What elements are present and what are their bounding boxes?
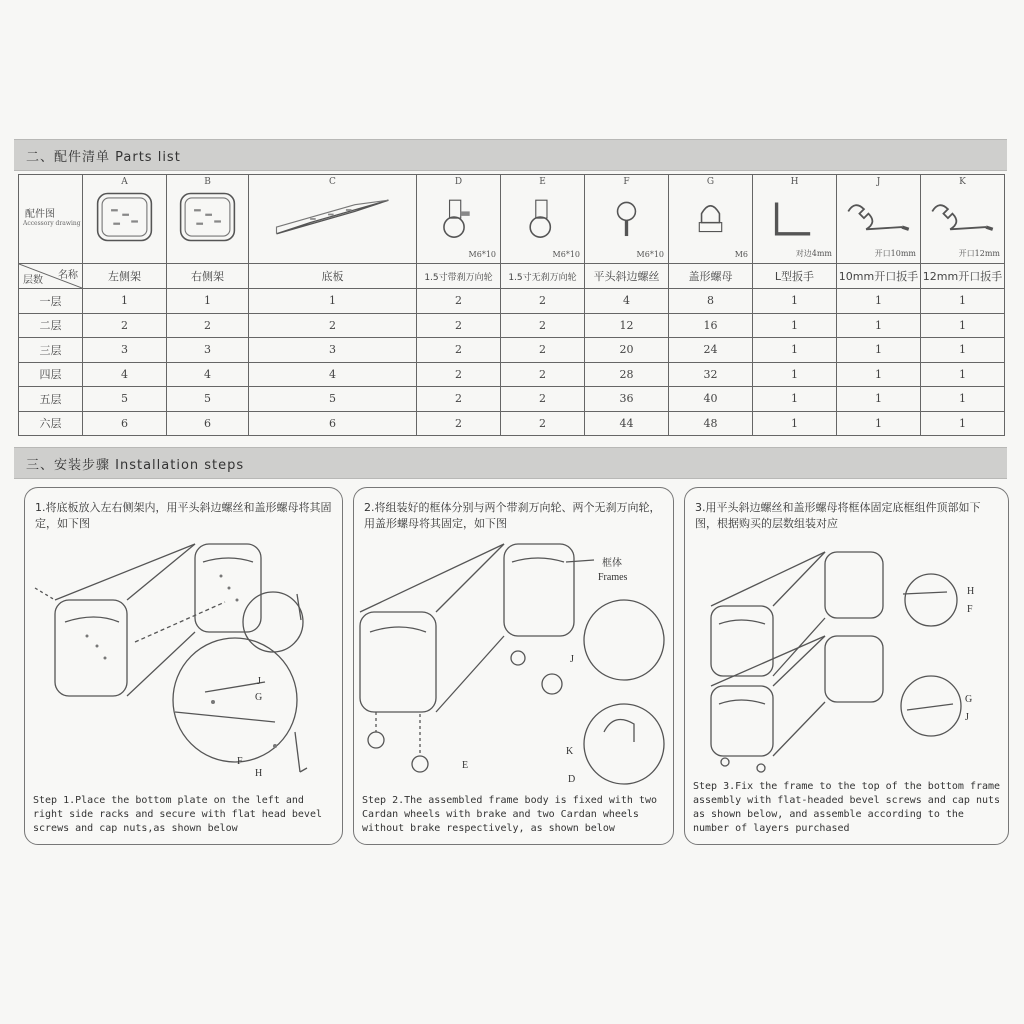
quantity-cell: 2 [501,313,585,338]
layer-label: 六层 [19,411,83,436]
table-row [19,411,1005,436]
quantity-cell: 1 [921,289,1005,314]
quantity-cell: 1 [921,411,1005,436]
parts-list-header [14,139,1007,171]
label-g: G [255,692,263,703]
caster-wheel-icon [501,189,584,245]
part-image-cell [501,175,585,264]
part-name: 1.5寸带刹万向轮 [417,264,501,289]
part-name: 10mm开口扳手 [837,264,921,289]
step-2-instructions-cn: 2.将组装好的框体分别与两个带刹万向轮、两个无刹万向轮，用盖形螺母将其固定，如下图 [364,501,661,530]
part-image-cell [585,175,669,264]
quantity-cell: 1 [753,313,837,338]
table-row [19,387,1005,412]
quantity-cell: 2 [417,387,501,412]
quantity-cell: 1 [167,289,249,314]
parts-list-title: 二、配件清单 Parts list [26,150,181,165]
quantity-cell: 1 [753,362,837,387]
layer-label: 五层 [19,387,83,412]
part-letter: K [959,177,966,187]
quantity-cell: 2 [167,313,249,338]
quantity-cell: 6 [83,411,167,436]
quantity-cell: 2 [417,411,501,436]
quantity-cell: 1 [921,362,1005,387]
quantity-cell: 1 [837,387,921,412]
part-letter: F [623,177,630,187]
quantity-cell: 44 [585,411,669,436]
quantity-cell: 4 [83,362,167,387]
part-letter: J [876,177,881,187]
flat-screw-icon [585,189,668,245]
label-frame-cn: 框体 [602,558,622,569]
part-name: 左侧架 [83,264,167,289]
quantity-cell: 2 [501,338,585,363]
part-spec: 开口10mm [874,249,916,258]
part-letter: H [790,177,799,187]
layer-label: 四层 [19,362,83,387]
quantity-cell: 12 [585,313,669,338]
label-d: D [568,774,576,785]
quantity-cell: 1 [921,338,1005,363]
quantity-cell: 40 [669,387,753,412]
table-row [19,289,1005,314]
quantity-cell: 2 [501,362,585,387]
part-image-cell [837,175,921,264]
quantity-cell: 1 [753,289,837,314]
step-1-instructions-cn: 1.将底板放入左右侧架内，用平头斜边螺丝和盖形螺母将其固定，如下图 [35,501,332,530]
l-wrench-icon [753,189,836,245]
label-f: F [237,756,243,767]
quantity-cell: 6 [167,411,249,436]
quantity-cell: 1 [921,313,1005,338]
parts-table [18,174,1005,436]
part-name: 底板 [249,264,417,289]
part-spec: M6 [734,250,748,259]
quantity-cell: 3 [249,338,417,363]
part-image-cell [167,175,249,264]
quantity-cell: 4 [167,362,249,387]
quantity-cell: 2 [417,338,501,363]
quantity-cell: 1 [837,338,921,363]
part-letter: A [121,177,128,187]
quantity-cell: 1 [753,411,837,436]
accessory-header-cell [19,175,83,264]
quantity-cell: 1 [753,338,837,363]
layer-label: 二层 [19,313,83,338]
part-spec: M6*10 [468,250,496,259]
quantity-cell: 1 [753,387,837,412]
step-3-illustration [685,532,1008,790]
part-image-cell [83,175,167,264]
quantity-cell: 24 [669,338,753,363]
label-j: J [965,712,969,723]
part-image-cell [417,175,501,264]
step-3-instructions-cn: 3.用平头斜边螺丝和盖形螺母将框体固定底框组件顶部如下图，根据购买的层数组装对应 [695,501,981,530]
installation-steps-header [14,447,1007,479]
quantity-cell: 28 [585,362,669,387]
name-layer-header-cell [19,264,83,289]
quantity-cell: 3 [83,338,167,363]
quantity-cell: 5 [83,387,167,412]
part-letter: G [706,177,715,187]
step-1-panel [24,487,343,845]
quantity-cell: 4 [585,289,669,314]
label-f: F [967,604,973,615]
step-2-panel [353,487,674,845]
step-3-instructions-en: Step 3.Fix the frame to the top of the bottom frame assembly with flat-headed bevel screws and cap nuts as shown below, and assemble according to the number of layers purchased [693,781,1001,834]
label-j: J [570,654,574,665]
quantity-cell: 2 [501,411,585,436]
quantity-cell: 36 [585,387,669,412]
part-image-cell [249,175,417,264]
quantity-cell: 2 [83,313,167,338]
part-name-row [19,264,1005,289]
part-name: L型扳手 [753,264,837,289]
part-image-cell [753,175,837,264]
part-letter: D [454,177,463,187]
side-rack-icon [167,189,248,245]
part-letter: E [539,177,546,187]
table-row [19,338,1005,363]
quantity-cell: 8 [669,289,753,314]
open-wrench-icon [921,189,1004,245]
quantity-cell: 1 [837,362,921,387]
side-rack-icon [83,189,166,245]
quantity-cell: 1 [83,289,167,314]
part-name: 12mm开口扳手 [921,264,1005,289]
installation-steps-title: 三、安装步骤 Installation steps [26,458,245,473]
label-j: J [257,676,261,687]
open-wrench-icon [837,189,920,245]
quantity-cell: 3 [167,338,249,363]
part-name: 平头斜边螺丝 [585,264,669,289]
label-h: H [967,586,975,597]
part-image-cell [921,175,1005,264]
quantity-cell: 20 [585,338,669,363]
quantity-cell: 4 [249,362,417,387]
part-spec: M6*10 [552,250,580,259]
quantity-cell: 32 [669,362,753,387]
step-2-instructions-en: Step 2.The assembled frame body is fixed with two Cardan wheels with brake and two Cardan wheels without brake respectively, as shown below [362,795,658,834]
bottom-plate-icon [249,189,416,245]
part-name: 右侧架 [167,264,249,289]
cap-nut-icon [669,189,752,245]
name-header: 名称 [58,270,78,281]
part-name: 1.5寸无刹万向轮 [501,264,585,289]
part-spec: 对边4mm [795,249,832,258]
quantity-cell: 2 [249,313,417,338]
step-3-panel [684,487,1009,845]
caster-wheel-brake-icon [417,189,500,245]
label-g: G [965,694,973,705]
part-spec: 开口12mm [958,249,1000,258]
quantity-cell: 2 [417,362,501,387]
quantity-cell: 5 [167,387,249,412]
label-frame-en: Frames [598,572,628,583]
quantity-cell: 1 [837,313,921,338]
part-name: 盖形螺母 [669,264,753,289]
accessory-label-en: Accessory drawing [23,220,81,227]
label-e: E [462,760,469,771]
part-spec: M6*10 [636,250,664,259]
quantity-cell: 48 [669,411,753,436]
quantity-cell: 1 [921,387,1005,412]
part-letter: C [329,177,336,187]
step-1-illustration [25,532,342,790]
part-image-cell [669,175,753,264]
quantity-cell: 2 [417,289,501,314]
table-row [19,362,1005,387]
label-h: H [255,768,263,779]
quantity-cell: 1 [837,289,921,314]
step-1-instructions-en: Step 1.Place the bottom plate on the left and right side racks and secure with flat head bevel screws and cap nuts,as shown below [33,795,322,834]
quantity-cell: 2 [501,289,585,314]
layer-label: 一层 [19,289,83,314]
quantity-cell: 16 [669,313,753,338]
quantity-cell: 5 [249,387,417,412]
accessory-image-row [19,175,1005,264]
quantity-cell: 1 [837,411,921,436]
layers-header: 层数 [23,275,43,286]
quantity-cell: 2 [417,313,501,338]
step-2-illustration [354,532,673,790]
part-letter: B [204,177,211,187]
quantity-cell: 6 [249,411,417,436]
layer-label: 三层 [19,338,83,363]
label-k: K [566,746,574,757]
table-row [19,313,1005,338]
accessory-label: 配件图 [25,209,55,220]
quantity-cell: 2 [501,387,585,412]
quantity-cell: 1 [249,289,417,314]
